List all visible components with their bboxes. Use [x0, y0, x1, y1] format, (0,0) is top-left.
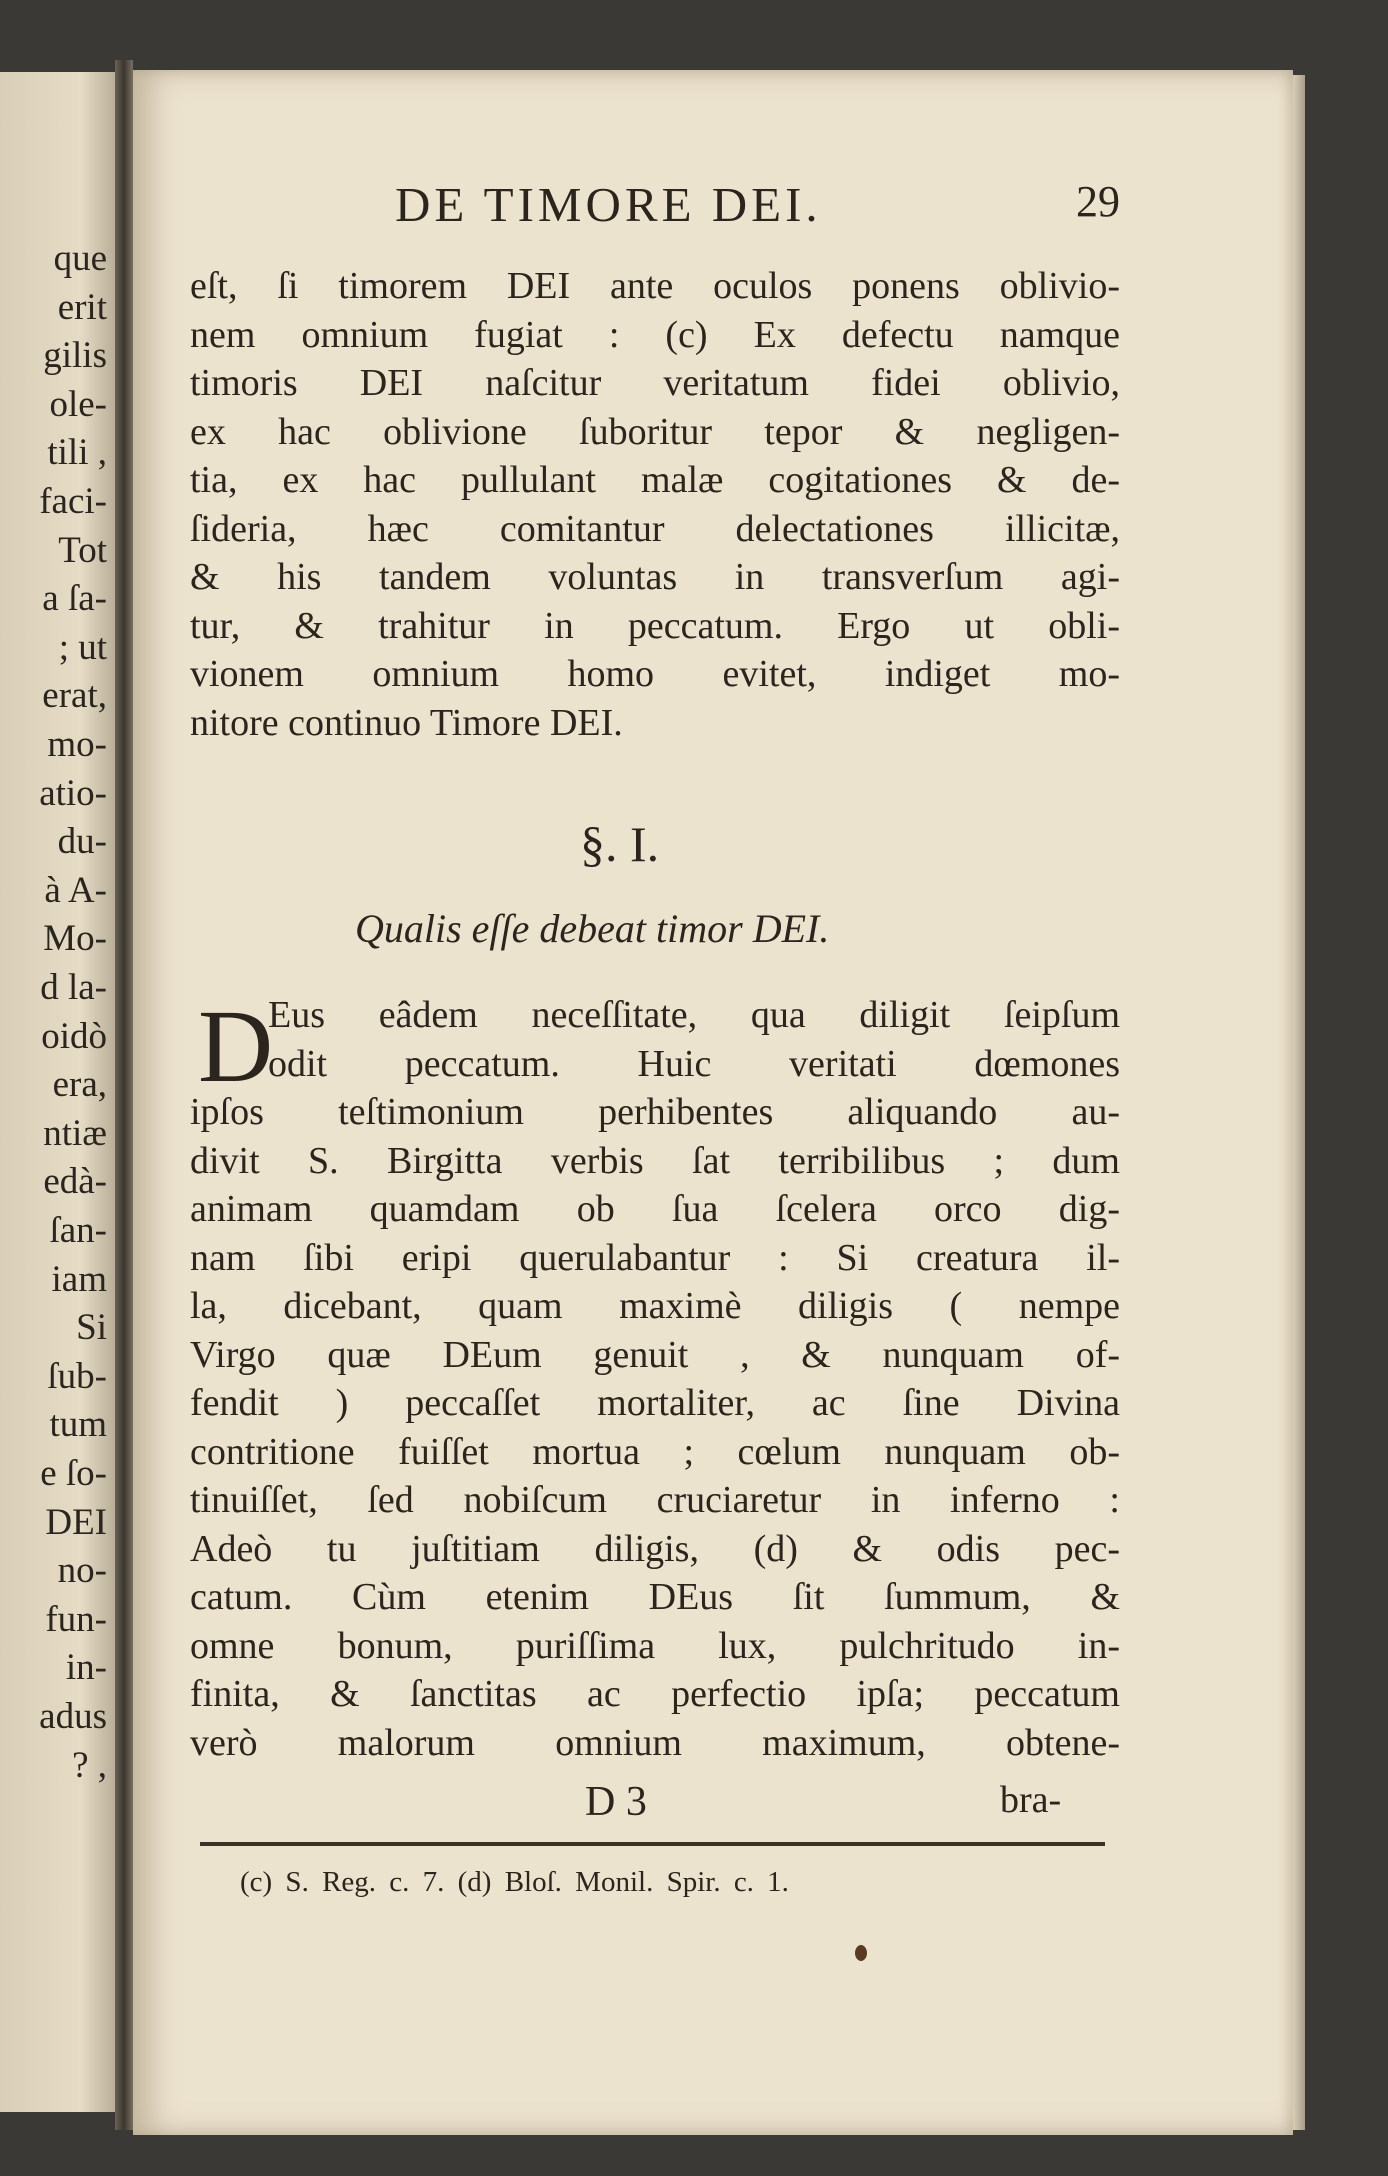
footnotes: (c) S. Reg. c. 7. (d) Bloſ. Monil. Spir. c. 1. [240, 1866, 789, 1898]
text-line: tia, ex hac pullulant malæ cogitationes & de- [190, 459, 1120, 501]
footnote-rule [200, 1842, 1105, 1846]
left-page-text: ; ut [58, 626, 107, 668]
text-line: Virgo quæ DEum genuit , & nunquam of- [190, 1333, 1120, 1376]
text-line: animam quamdam ob ſua ſcelera orco dig- [190, 1188, 1120, 1230]
left-page-text: tili , [47, 432, 107, 474]
left-page-text: fun- [45, 1598, 107, 1640]
left-page-text: tum [49, 1404, 107, 1446]
text-line: eſt, ſi timorem DEI ante oculos ponens oblivio- [190, 265, 1120, 307]
left-page-text: edà- [43, 1161, 107, 1203]
section-mark: §. I. [580, 816, 660, 872]
left-page-text: mo- [47, 724, 107, 765]
paragraph-2-indented [268, 991, 1120, 1088]
left-page-text: du- [57, 821, 107, 863]
text-line: ſideria, hæc comitantur delectationes illicitæ, [190, 507, 1120, 550]
text-line: divit S. Birgitta verbis ſat terribilibus ; dum [190, 1139, 1120, 1182]
text-line: vionem omnium homo evitet, indiget mo- [190, 653, 1120, 695]
left-page-text: gilis [43, 335, 107, 377]
left-page-text: Si [76, 1307, 107, 1349]
text-line: catum. Cùm etenim DEus ſit ſummum, & [190, 1576, 1120, 1618]
text-line: tinuiſſet, ſed nobiſcum cruciaretur in inferno : [190, 1479, 1120, 1521]
text-line: Adeò tu juſtitiam diligis, (d) & odis pec- [190, 1527, 1120, 1570]
text-line: contritione fuiſſet mortua ; cœlum nunquam ob- [190, 1430, 1120, 1473]
section-title: Qualis eſſe debeat timor DEI. [355, 906, 830, 951]
page-edge [1293, 75, 1305, 2130]
text-line: & his tandem voluntas in transverſum agi- [190, 556, 1120, 598]
left-page-text: DEI [45, 1501, 107, 1543]
text-line: verò malorum omnium maximum, obtene- [190, 1721, 1120, 1764]
running-title: DE TIMORE DEI. [395, 177, 822, 232]
left-page-text: d la- [40, 967, 107, 1008]
text-line: la, dicebant, quam maximè diligis ( nempe [190, 1285, 1120, 1327]
text-line: fendit ) peccaſſet mortaliter, ac ſine Divina [190, 1382, 1120, 1424]
left-page-text: iam [51, 1258, 107, 1300]
paragraph-2 [190, 1088, 1120, 1767]
left-page-text: e ſo- [40, 1453, 107, 1494]
text-line: nam ſibi eripi querulabantur : Si creatura il- [190, 1236, 1120, 1279]
left-page-text: adus [39, 1696, 107, 1737]
left-page-text: erat, [42, 675, 107, 717]
left-page-text: ole- [49, 383, 107, 425]
left-page-text: Tot [58, 529, 107, 571]
text-line: timoris DEI naſcitur veritatum fidei oblivio, [190, 362, 1120, 404]
catchword: bra- [1000, 1779, 1062, 1821]
left-page-text: no- [57, 1550, 107, 1592]
text-line: tur, & trahitur in peccatum. Ergo ut obli- [190, 604, 1120, 647]
book-gutter [115, 60, 133, 2130]
left-page-text: ? , [72, 1744, 107, 1786]
left-page-text: in- [65, 1647, 107, 1689]
left-page-text: ſub- [47, 1355, 107, 1397]
text-line: nitore continuo Timore DEI. [190, 701, 623, 744]
ink-stain [855, 1945, 867, 1961]
running-head [260, 176, 1120, 236]
text-line: finita, & ſanctitas ac perfectio ipſa; peccatum [190, 1673, 1120, 1715]
left-page-text: ntiæ [43, 1112, 107, 1154]
page-number: 29 [1076, 177, 1120, 226]
text-line: odit peccatum. Huic veritati dœmones [268, 1042, 1120, 1085]
left-page-text: Mo- [43, 918, 107, 960]
text-line: nem omnium fugiat : (c) Ex defectu namque [190, 313, 1120, 356]
left-page-text: faci- [39, 481, 107, 522]
left-page-fragment [0, 72, 115, 2112]
left-page-text: era, [52, 1064, 107, 1106]
left-page-text: erit [57, 286, 107, 328]
left-page-text: que [53, 238, 107, 279]
left-page-text: a ſa- [42, 578, 107, 620]
paragraph-1 [190, 262, 1120, 747]
signature-mark: D 3 [585, 1779, 647, 1825]
left-page-text: à A- [44, 869, 107, 911]
text-line: ex hac oblivione ſuboritur tepor & negligen- [190, 410, 1120, 453]
text-line: ipſos teſtimonium perhibentes aliquando au- [190, 1091, 1120, 1133]
text-line: Eus eâdem neceſſitate, qua diligit ſeipſum [268, 994, 1120, 1036]
left-page-text: atio- [39, 772, 107, 814]
left-page-text: ſan- [49, 1210, 107, 1251]
text-line: omne bonum, puriſſima lux, pulchritudo in- [190, 1624, 1120, 1667]
drop-cap: D [198, 989, 274, 1104]
left-page-text: oidò [41, 1015, 107, 1057]
